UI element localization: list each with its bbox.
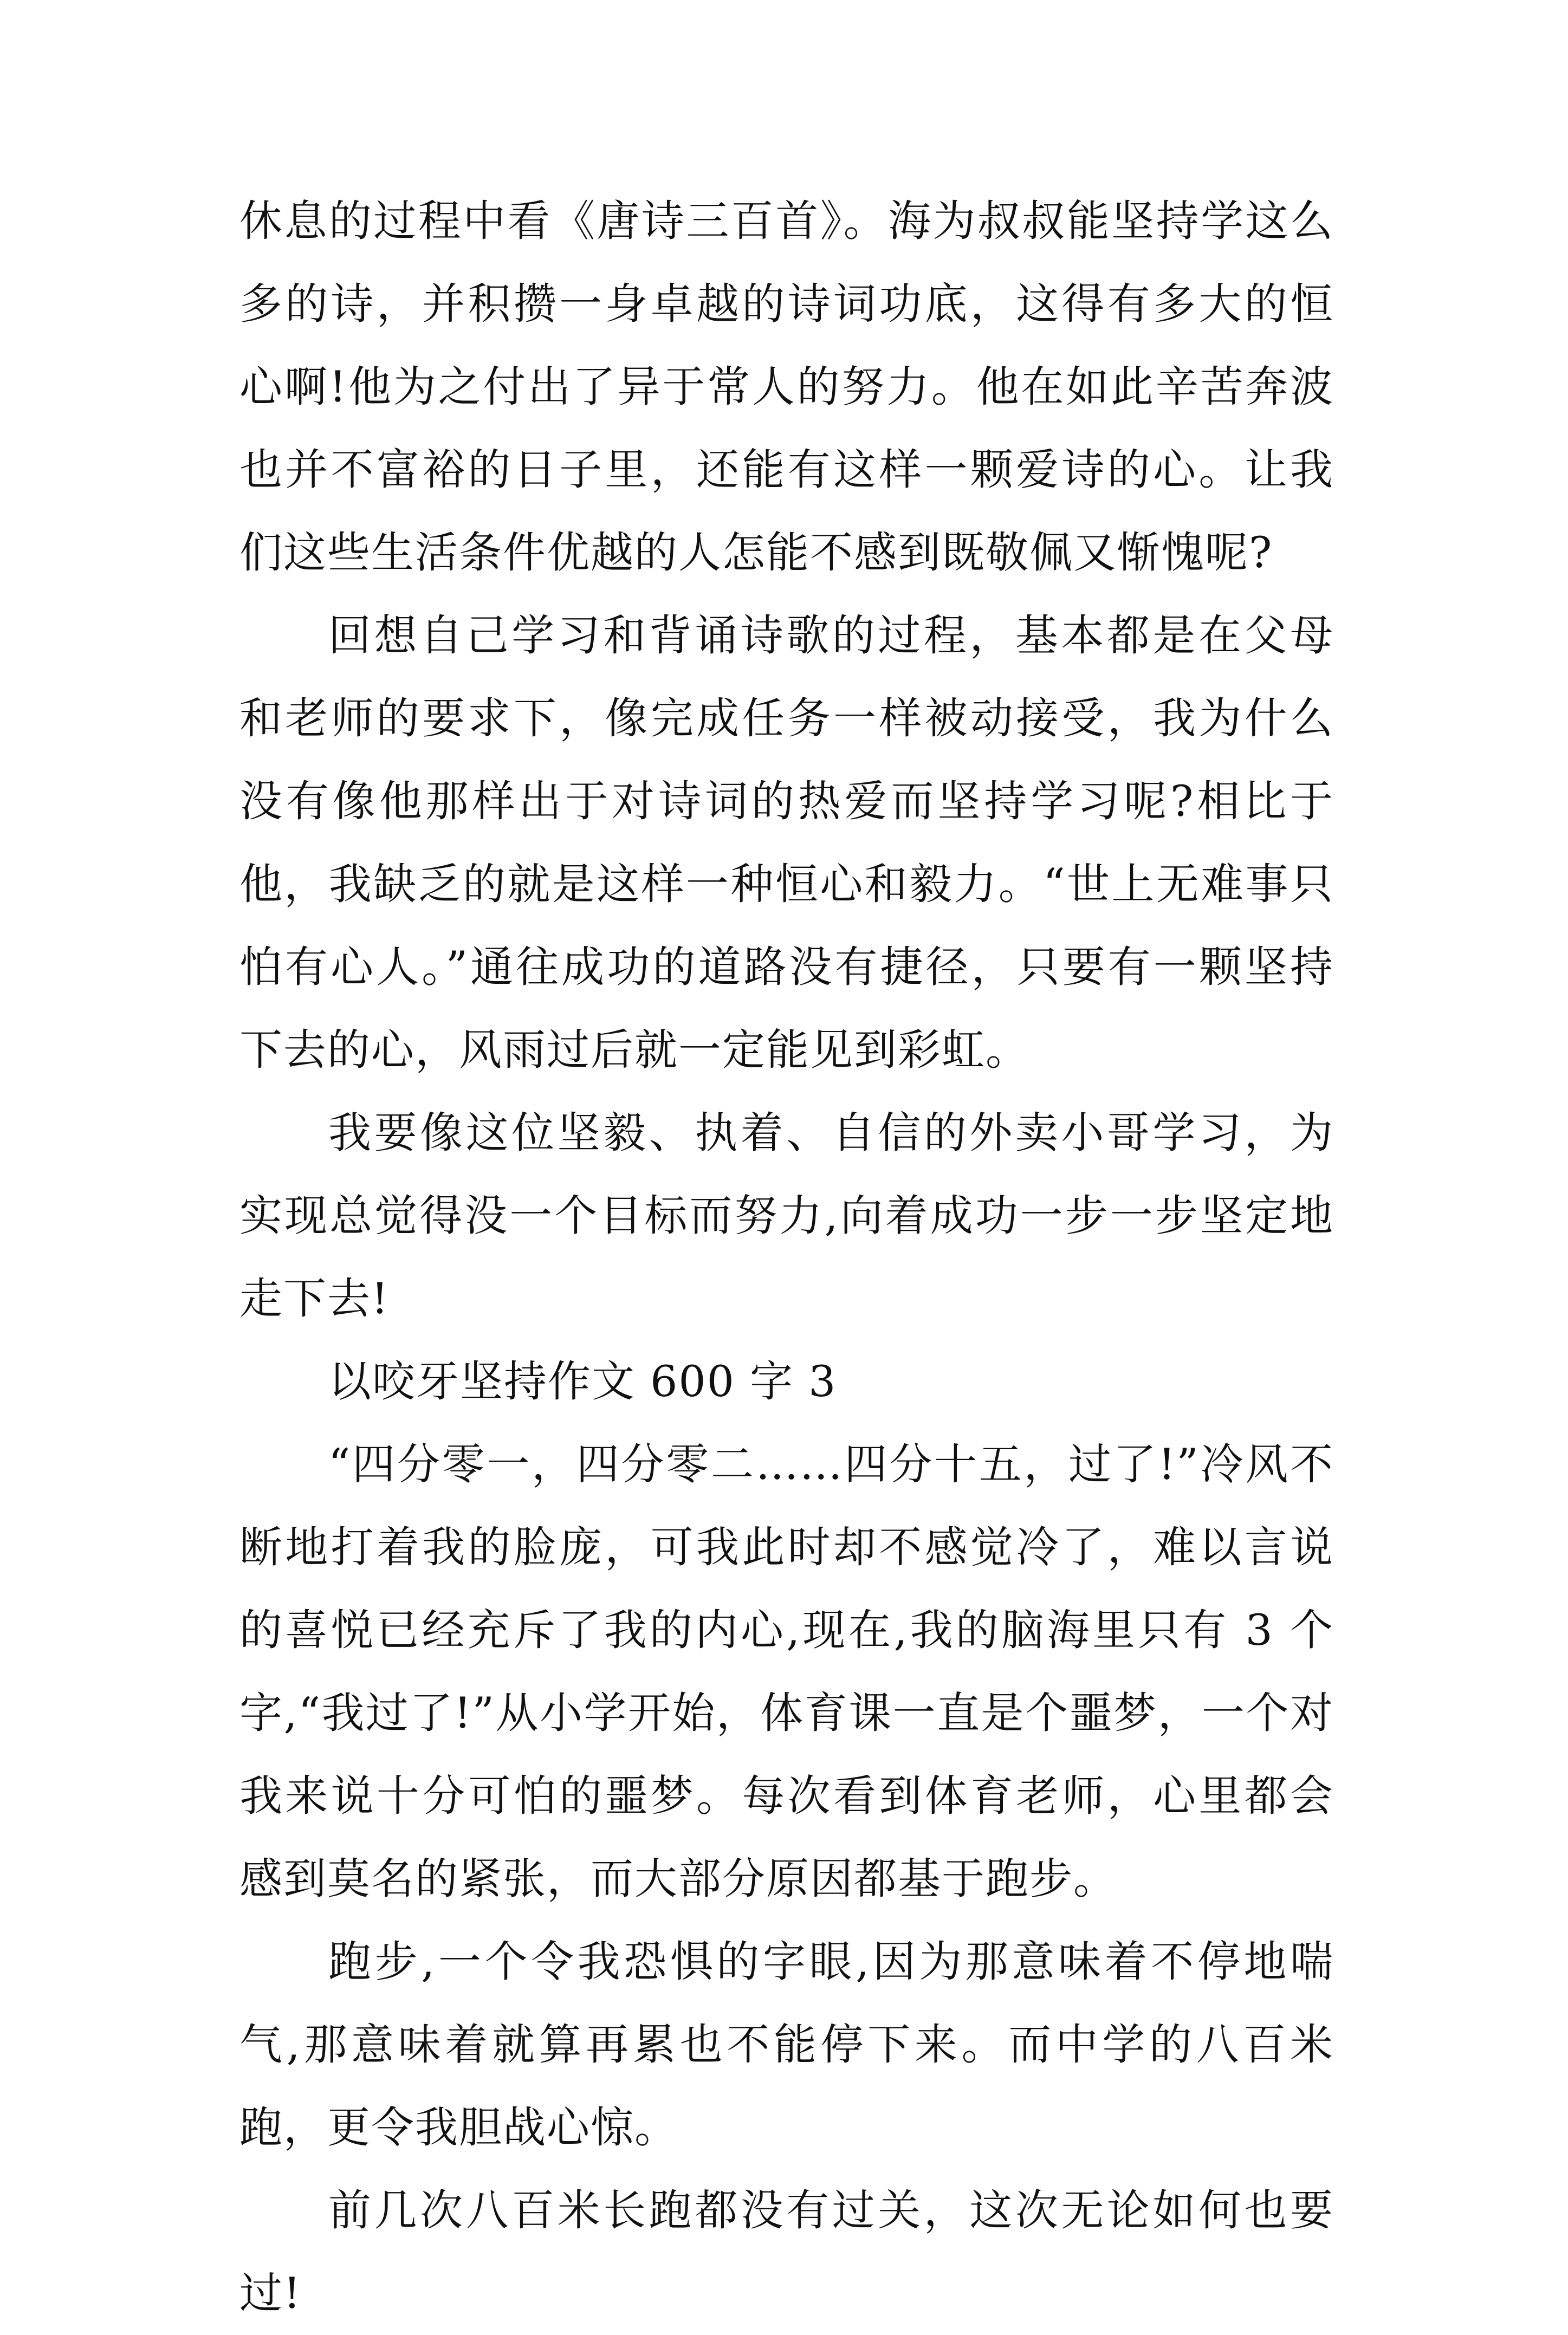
paragraph-2: 回想自己学习和背诵诗歌的过程，基本都是在父母和老师的要求下，像完成任务一样被动接受，我为什么没有像他那样出于对诗词的热爱而坚持学习呢?相比于他，我缺乏的就是这样一种恒心和毅力。“世上无难事只怕有心人。”通往成功的道路没有捷径，只要有一颗坚持下去的心，风雨过后就一定能见到彩虹。 <box>239 611 1334 1075</box>
paragraph-4: “四分零一，四分零二……四分十五，过了!”冷风不断地打着我的脸庞，可我此时却不感觉冷了，难以言说的喜悦已经充斥了我的内心,现在,我的脑海里只有 3 个字,“我过了!”从小学开始，体育课一直是个噩梦，一个对我来说十分可怕的噩梦。每次看到体育老师，心里都会感到莫名的紧张，而大部分原因都基于跑步。 <box>239 1439 1334 1904</box>
paragraph-5: 跑步,一个令我恐惧的字眼,因为那意味着不停地喘气,那意味着就算再累也不能停下来。而中学的八百米跑，更令我胆战心惊。 <box>239 1937 1334 2152</box>
body-text <box>239 180 1334 2335</box>
paragraph-3: 我要像这位坚毅、执着、自信的外卖小哥学习，为实现总觉得没一个目标而努力,向着成功一步一步坚定地走下去! <box>239 1108 1334 1324</box>
paragraph-1: 休息的过程中看《唐诗三百首》。海为叔叔能坚持学这么多的诗，并积攒一身卓越的诗词功底，这得有多大的恒心啊!他为之付出了异于常人的努力。他在如此辛苦奔波也并不富裕的日子里，还能有这样一颗爱诗的心。让我们这些生活条件优越的人怎能不感到既敬佩又惭愧呢? <box>239 196 1334 578</box>
section-heading: 以咬牙坚持作文 600 字 3 <box>328 1357 837 1406</box>
paragraph-6: 前几次八百米长跑都没有过关，这次无论如何也要过! <box>239 2185 1334 2318</box>
